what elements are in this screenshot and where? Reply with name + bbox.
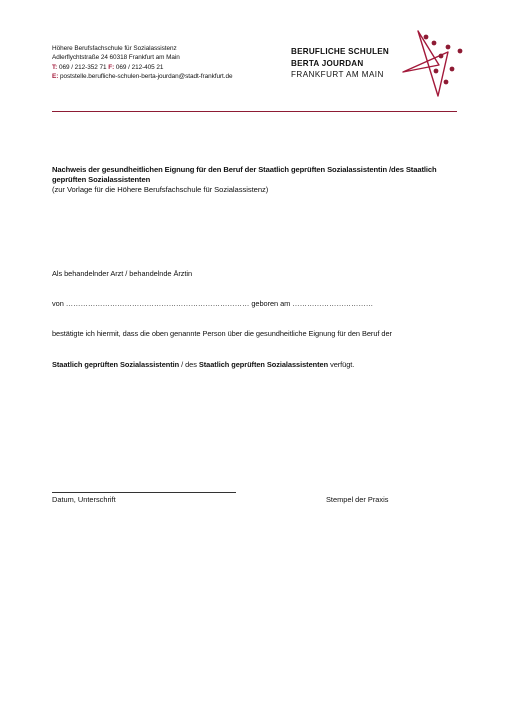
date-signature-label: Datum, Unterschrift: [52, 495, 116, 504]
school-brand-name: [291, 46, 389, 81]
school-address-block: [52, 44, 233, 81]
profession-separator: / des: [179, 360, 199, 369]
email-line: [52, 72, 233, 81]
profession-female: Staatlich geprüften Sozialassistentin: [52, 360, 180, 369]
fax-label: F:: [108, 63, 115, 71]
brand-line-1: BERUFLICHE SCHULEN: [291, 47, 390, 56]
physician-line: Als behandelnder Arzt / behandelnde Ärztin: [52, 269, 193, 278]
birthdate-fill-field: ……………………………: [292, 299, 374, 308]
document-title: Nachweis der gesundheitlichen Eignung für den Beruf der Staatlich geprüften Sozialassistentin /des Staatlich geprüften Sozialassistenten: [52, 165, 437, 185]
name-birth-line: [52, 299, 373, 308]
header-divider: [52, 111, 457, 112]
school-logo-icon: [397, 27, 465, 99]
phone-fax-line: [52, 63, 233, 72]
born-label: geboren am: [249, 299, 293, 308]
email-value: poststelle.berufliche-schulen-berta-jourdan@stadt-frankfurt.de: [58, 72, 233, 80]
profession-end: verfügt.: [328, 360, 355, 369]
von-label: von: [52, 299, 64, 308]
fax-value: 069 / 212-405 21: [114, 63, 164, 71]
profession-male: Staatlich geprüften Sozialassistenten: [198, 360, 329, 369]
confirmation-line: bestätigte ich hiermit, dass die oben genannte Person über die gesundheitliche Eignung für den Beruf der: [52, 329, 392, 338]
phone-label: T:: [52, 63, 58, 71]
stamp-label: Stempel der Praxis: [326, 495, 389, 504]
brand-line-2: BERTA JOURDAN: [291, 58, 364, 68]
street-address: Adlerflychtstraße 24 60318 Frankfurt am Main: [52, 54, 180, 62]
phone-value: 069 / 212-352 71: [57, 63, 109, 71]
profession-line: [52, 360, 354, 369]
signature-line: [52, 492, 236, 493]
name-fill-field: …………………………………………………………………: [65, 299, 250, 308]
document-subtitle: (zur Vorlage für die Höhere Berufsfachschule für Sozialassistenz): [52, 185, 269, 194]
brand-line-3: FRANKFURT AM MAIN: [291, 70, 384, 80]
email-label: E:: [52, 72, 59, 80]
school-name: Höhere Berufsfachschule für Sozialassistenz: [52, 45, 177, 52]
